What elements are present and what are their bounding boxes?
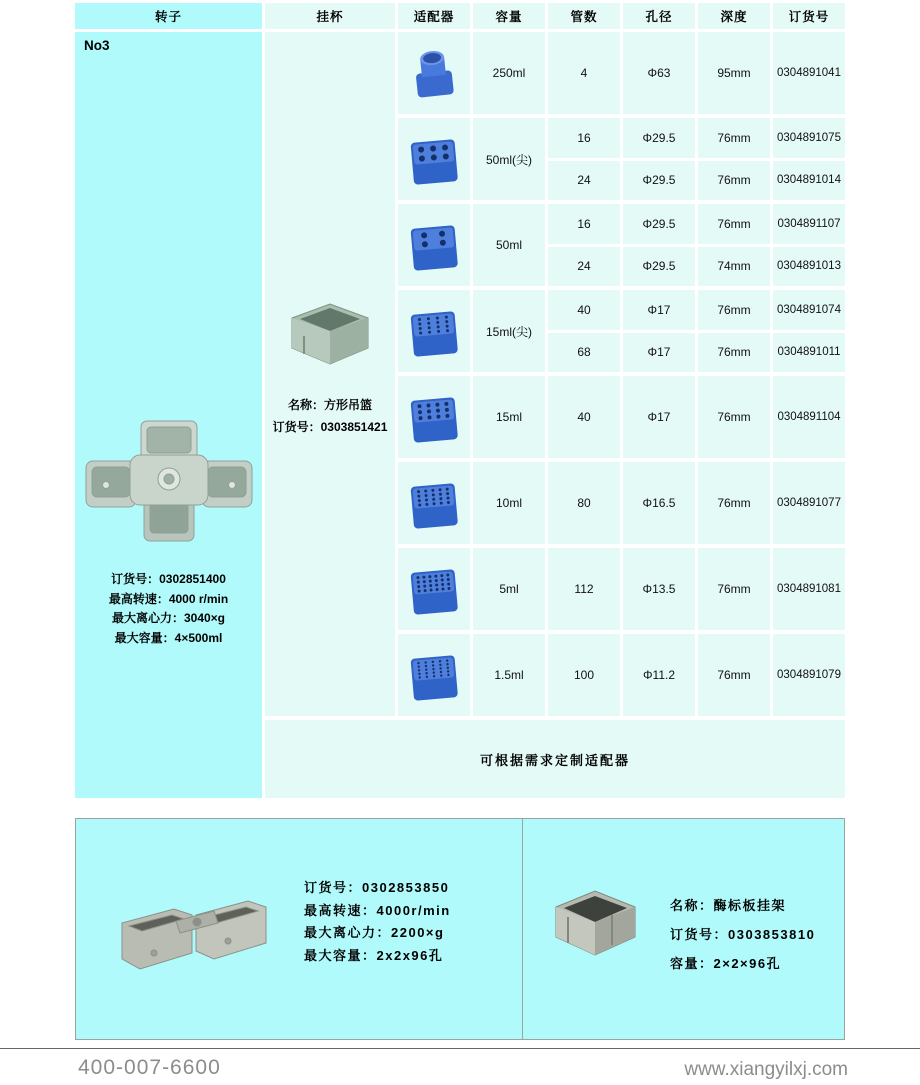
rotor-spec-rcf: 最大离心力：3040×g [111, 611, 226, 625]
depth-cell: 76mm [698, 462, 770, 544]
footer-website: www.xiangyilxj.com [684, 1059, 848, 1080]
custom-note-row: 可根据需求定制适配器 [265, 720, 845, 798]
capacity-cell: 50ml(尖) [473, 118, 545, 200]
order-cell: 0304891014 [773, 161, 845, 201]
adapter-photo [403, 214, 465, 276]
adapter-photo-cell [398, 634, 470, 716]
order-cell: 0304891077 [773, 462, 845, 544]
tubes-cell: 68 [548, 333, 620, 373]
depth-cell: 76mm [698, 118, 770, 158]
rack-spec-name: 名称：酶标板挂架 [670, 898, 787, 913]
bucket-order-line: 订货号：0303851421 [272, 420, 388, 434]
capacity-cell: 250ml [473, 32, 545, 114]
bucket-text [265, 394, 395, 438]
plate-rotor-photo [114, 881, 274, 991]
hole-cell: Φ63 [623, 32, 695, 114]
depth-cell: 76mm [698, 376, 770, 458]
rotor-model-label: No3 [84, 38, 110, 53]
adapter-photo [403, 128, 465, 190]
bucket-photo [265, 284, 395, 384]
adapter-photo-cell [398, 548, 470, 630]
plate-rotor-specs [304, 877, 451, 967]
hole-cell: Φ11.2 [623, 634, 695, 716]
bucket-cell [265, 32, 395, 716]
rack-spec-capacity: 容量：2×2×96孔 [670, 956, 782, 971]
order-cell: 0304891074 [773, 290, 845, 330]
capacity-cell: 5ml [473, 548, 545, 630]
tubes-cell: 100 [548, 634, 620, 716]
hole-cell: Φ13.5 [623, 548, 695, 630]
adapter-row [398, 462, 845, 544]
bucket-name-line: 名称：方形吊篮 [287, 398, 372, 412]
footer-phone: 400-007-6600 [78, 1056, 221, 1079]
order-cell: 0304891011 [773, 333, 845, 373]
adapter-photo-cell [398, 462, 470, 544]
capacity-cell: 1.5ml [473, 634, 545, 716]
adapter-photo [403, 644, 465, 706]
adapter-row [398, 204, 845, 286]
header-depth: 深度 [698, 3, 770, 29]
depth-cell: 76mm [698, 333, 770, 373]
capacity-cell: 10ml [473, 462, 545, 544]
hole-cell: Φ17 [623, 376, 695, 458]
panel-divider [522, 819, 523, 1039]
tubes-cell: 40 [548, 290, 620, 330]
tubes-cell: 80 [548, 462, 620, 544]
rotor-specs [75, 570, 262, 648]
capacity-cell: 15ml(尖) [473, 290, 545, 372]
rack-specs [670, 891, 815, 978]
depth-cell: 76mm [698, 290, 770, 330]
plate-spec-capacity: 最大容量：2x2x96孔 [304, 947, 444, 963]
adapter-photo-cell [398, 32, 470, 114]
rotor-cell [75, 32, 262, 798]
tubes-cell: 16 [548, 118, 620, 158]
plate-spec-speed: 最高转速：4000r/min [304, 902, 451, 918]
header-bucket: 挂杯 [265, 3, 395, 29]
header-rotor: 转子 [75, 3, 262, 29]
depth-cell: 76mm [698, 548, 770, 630]
adapter-photo-cell [398, 204, 470, 286]
hole-cell: Φ29.5 [623, 161, 695, 201]
adapter-photo [403, 386, 465, 448]
adapter-photo [403, 472, 465, 534]
footer-rule [0, 1048, 920, 1049]
order-cell: 0304891041 [773, 32, 845, 114]
header-hole: 孔径 [623, 3, 695, 29]
tubes-cell: 4 [548, 32, 620, 114]
tubes-cell: 40 [548, 376, 620, 458]
hole-cell: Φ17 [623, 333, 695, 373]
tubes-cell: 16 [548, 204, 620, 244]
header-order: 订货号 [773, 3, 845, 29]
tubes-cell: 24 [548, 247, 620, 287]
plate-spec-order: 订货号：0302853850 [304, 880, 450, 895]
hole-cell: Φ29.5 [623, 118, 695, 158]
plate-spec-rcf: 最大离心力：2200×g [304, 925, 445, 940]
adapter-row [398, 118, 845, 200]
adapter-photo [403, 42, 465, 104]
adapter-photo-cell [398, 290, 470, 372]
order-cell: 0304891013 [773, 247, 845, 287]
depth-cell: 76mm [698, 204, 770, 244]
adapter-row [398, 32, 845, 114]
order-cell: 0304891081 [773, 548, 845, 630]
header-tubes: 管数 [548, 3, 620, 29]
order-cell: 0304891079 [773, 634, 845, 716]
depth-cell: 76mm [698, 634, 770, 716]
header-adapter: 适配器 [398, 3, 470, 29]
tubes-cell: 24 [548, 161, 620, 201]
order-cell: 0304891104 [773, 376, 845, 458]
tubes-cell: 112 [548, 548, 620, 630]
adapter-photo [403, 558, 465, 620]
order-cell: 0304891075 [773, 118, 845, 158]
rotor-spec-order: 订货号：0302851400 [111, 572, 226, 586]
order-cell: 0304891107 [773, 204, 845, 244]
hole-cell: Φ16.5 [623, 462, 695, 544]
depth-cell: 95mm [698, 32, 770, 114]
adapter-photo [403, 300, 465, 362]
rotor-spec-speed: 最高转速：4000 r/min [108, 591, 229, 606]
adapter-row [398, 548, 845, 630]
depth-cell: 76mm [698, 161, 770, 201]
rack-photo [548, 877, 643, 972]
adapter-row [398, 376, 845, 458]
capacity-cell: 50ml [473, 204, 545, 286]
adapter-photo-cell [398, 118, 470, 200]
adapter-row [398, 290, 845, 372]
capacity-cell: 15ml [473, 376, 545, 458]
adapter-photo-cell [398, 376, 470, 458]
adapter-row [398, 634, 845, 716]
header-capacity: 容量 [473, 3, 545, 29]
bottom-products-box [75, 818, 845, 1040]
hole-cell: Φ29.5 [623, 247, 695, 287]
rotor-photo [75, 417, 262, 547]
rack-spec-order: 订货号：0303853810 [670, 927, 816, 942]
rotor-spec-capacity: 最大容量：4×500ml [114, 630, 223, 645]
hole-cell: Φ17 [623, 290, 695, 330]
depth-cell: 74mm [698, 247, 770, 287]
hole-cell: Φ29.5 [623, 204, 695, 244]
